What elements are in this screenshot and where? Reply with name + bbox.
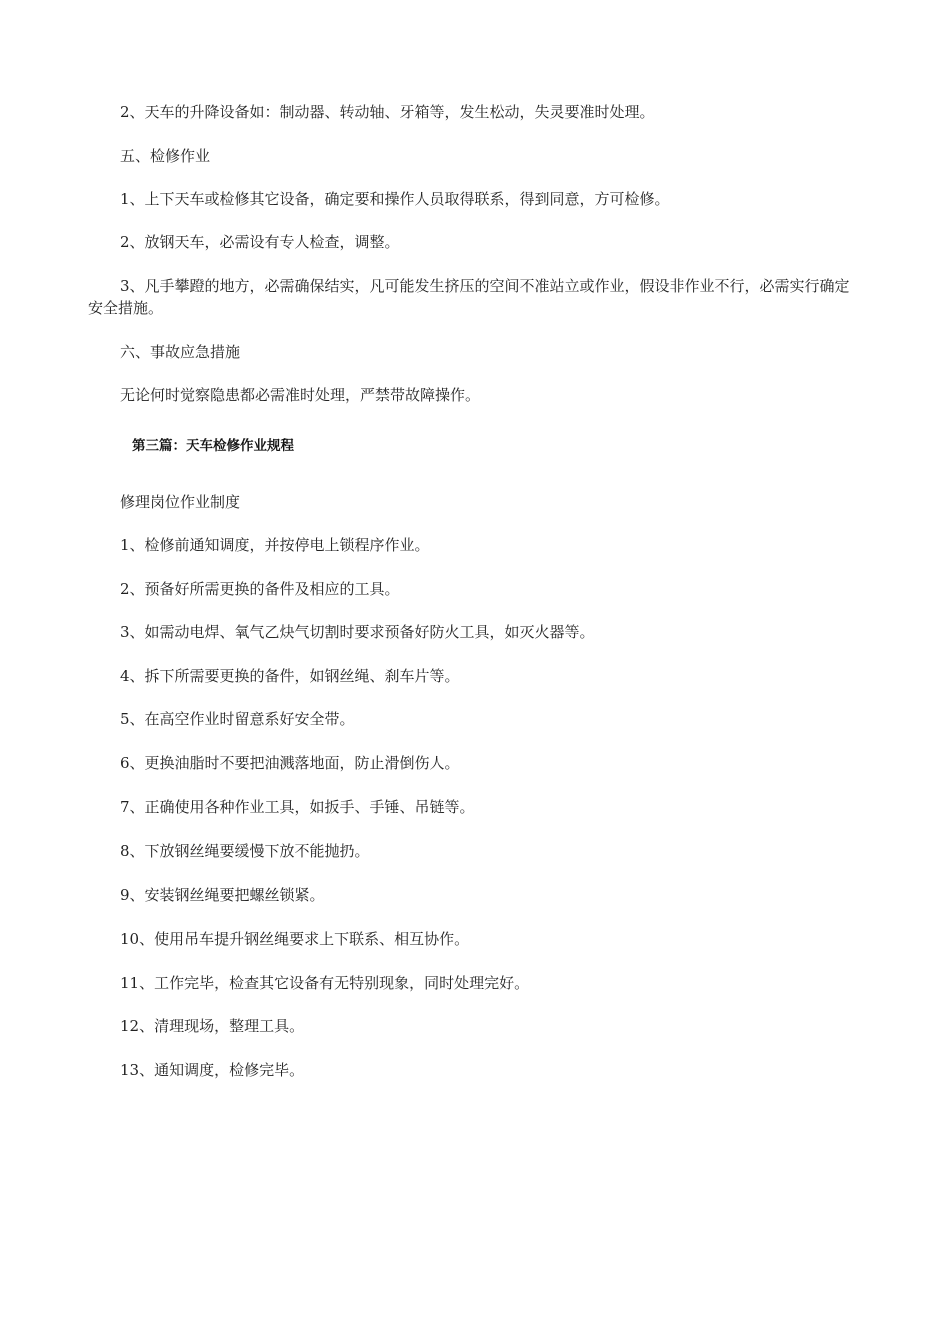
list-item-13: 13、通知调度，检修完毕。 bbox=[120, 1061, 305, 1079]
list-item-2: 2、预备好所需更换的备件及相应的工具。 bbox=[120, 580, 400, 598]
list-item-3: 3、如需动电焊、氧气乙炔气切割时要求预备好防火工具，如灭火器等。 bbox=[120, 623, 595, 641]
part-subtitle: 修理岗位作业制度 bbox=[120, 493, 241, 511]
list-item-7: 7、正确使用各种作业工具，如扳手、手锤、吊链等。 bbox=[120, 798, 475, 816]
list-item-10: 10、使用吊车提升钢丝绳要求上下联系、相互协作。 bbox=[120, 930, 470, 948]
list-item-4: 4、拆下所需要更换的备件，如钢丝绳、刹车片等。 bbox=[120, 667, 460, 685]
paragraph-maintenance-3: 3、凡手攀蹬的地方，必需确保结实，凡可能发生挤压的空间不准站立或作业，假设非作业不行，必需实行确定安全措施。 bbox=[88, 277, 850, 317]
section-title-maintenance: 五、检修作业 bbox=[120, 147, 211, 165]
part-heading: 第三篇：天车检修作业规程 bbox=[132, 438, 294, 454]
paragraph-emergency: 无论何时觉察隐患都必需准时处理，严禁带故障操作。 bbox=[120, 386, 481, 404]
list-item-11: 11、工作完毕，检查其它设备有无特别现象，同时处理完好。 bbox=[120, 974, 530, 992]
section-title-emergency: 六、事故应急措施 bbox=[120, 343, 241, 361]
list-item-9: 9、安装钢丝绳要把螺丝锁紧。 bbox=[120, 886, 325, 904]
paragraph-lift-equipment: 2、天车的升降设备如：制动器、转动轴、牙箱等，发生松动，失灵要准时处理。 bbox=[120, 103, 655, 121]
list-item-12: 12、清理现场，整理工具。 bbox=[120, 1017, 305, 1035]
list-item-5: 5、在高空作业时留意系好安全带。 bbox=[120, 710, 355, 728]
paragraph-maintenance-1: 1、上下天车或检修其它设备，确定要和操作人员取得联系，得到同意，方可检修。 bbox=[120, 190, 670, 208]
paragraph-maintenance-2: 2、放钢天车，必需设有专人检查，调整。 bbox=[120, 233, 400, 251]
list-item-6: 6、更换油脂时不要把油溅落地面，防止滑倒伤人。 bbox=[120, 754, 460, 772]
list-item-8: 8、下放钢丝绳要缓慢下放不能抛扔。 bbox=[120, 842, 370, 860]
list-item-1: 1、检修前通知调度，并按停电上锁程序作业。 bbox=[120, 536, 430, 554]
